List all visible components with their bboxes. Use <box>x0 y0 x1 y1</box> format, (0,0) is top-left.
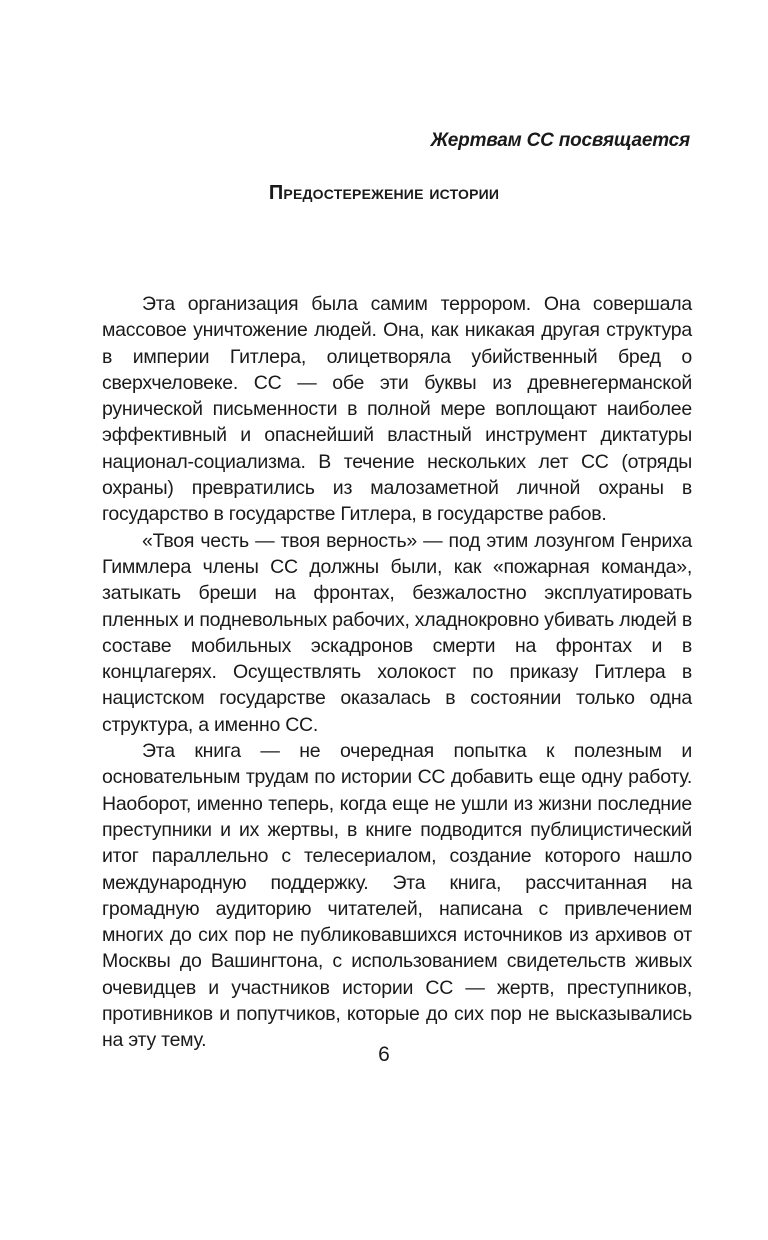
paragraph: «Твоя честь — твоя верность» — под этим лозунгом Генриха Гиммлера члены СС должны были, как «пожарная команда», затыкать бреши на фронтах, безжалостно эксплуатировать пленных и подневольных рабочих, хладнокровно убивать людей в составе мобильных эскадронов смерти на фронтах и в концлагерях. Осуществлять холокост по приказу Гитлера в нацистском государстве оказалась в состоянии только одна структура, а именно СС. <box>102 529 692 736</box>
page-number: 6 <box>378 1043 390 1066</box>
paragraph: Эта организация была самим террором. Она совершала массовое уничтожение людей. Она, как никакая другая структура в империи Гитлера, олицетворяла убийственный бред о сверхчеловеке. СС — обе эти буквы из древнегерманской рунической письменности в полной мере воплощают наиболее эффективный и опаснейший властный инструмент диктатуры национал-социализма. В течение нескольких лет СС (отряды охраны) превратились из малозаметной личной охраны в государство в государстве Гитлера, в государстве рабов. <box>102 293 692 526</box>
body-text <box>102 291 692 1054</box>
paragraph: Эта книга — не очередная попытка к полезным и основательным трудам по истории СС добавить еще одну работу. Наоборот, именно теперь, когда еще не ушли из жизни последние преступники и их жертвы, в книге подводится публицистический итог параллельно с телесериалом, создание которого нашло международную поддержку. Эта книга, рассчитанная на громадную аудиторию читателей, написана с привлечением многих до сих пор не публиковавшихся источников из архивов от Москвы до Вашингтона, с использованием свидетельств живых очевидцев и участников истории СС — жертв, преступников, противников и попутчиков, которые до сих пор не высказывались на эту тему. <box>102 740 692 1052</box>
chapter-title: Предостережение истории <box>268 182 500 204</box>
dedication: Жертвам СС посвящается <box>430 130 690 151</box>
